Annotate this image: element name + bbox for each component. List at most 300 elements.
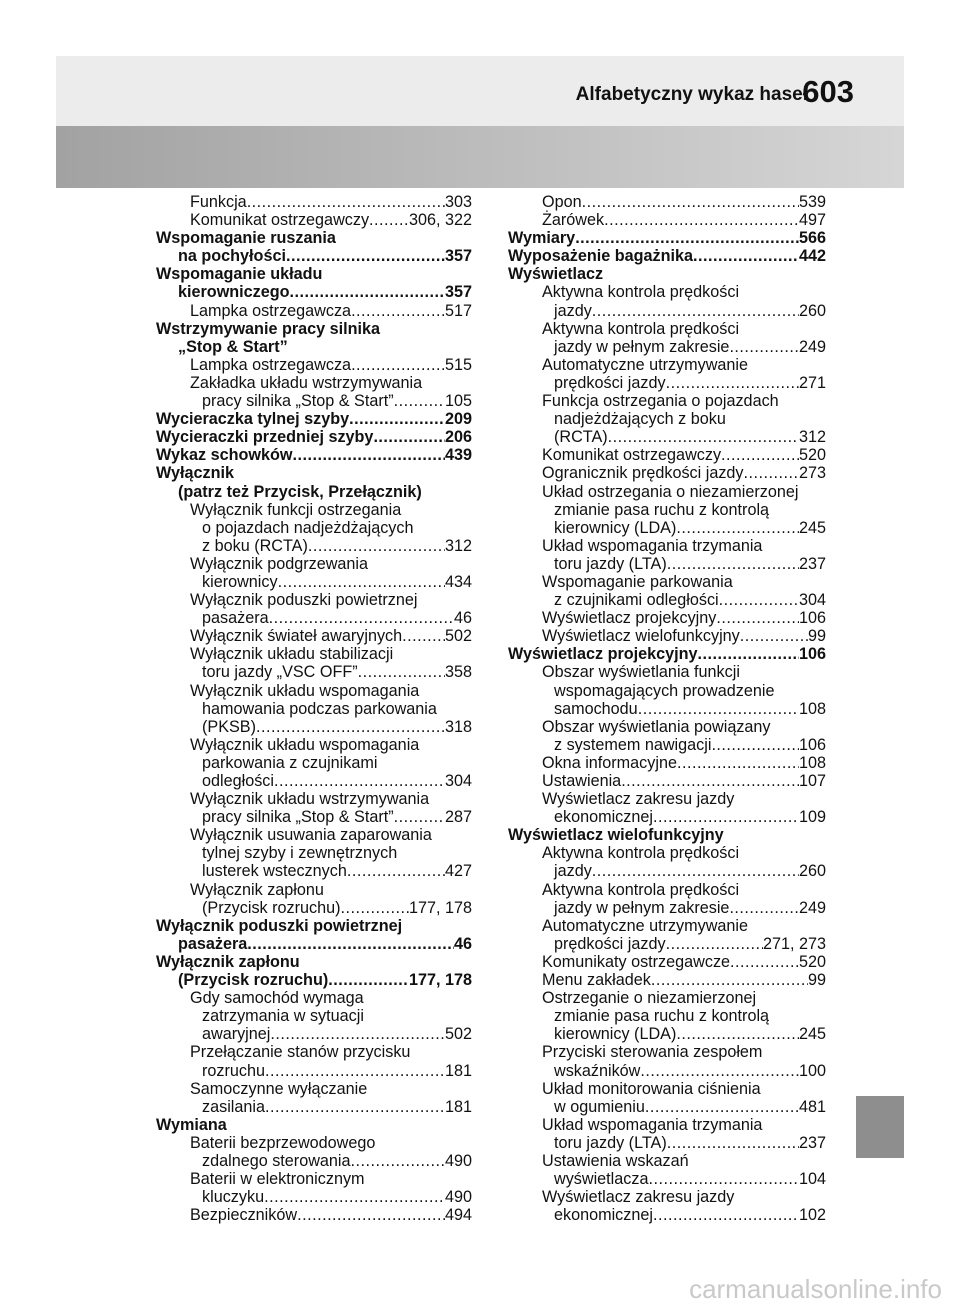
index-term: (Przycisk rozruchu) (202, 898, 341, 917)
index-entry (508, 374, 826, 392)
index-term: Układ monitorowania ciśnienia (542, 1079, 761, 1098)
dot-leader (721, 446, 799, 464)
dot-leader (667, 1134, 799, 1152)
dot-leader (358, 663, 445, 681)
index-term: Wyłącznik funkcji ostrzegania (190, 500, 402, 519)
page-reference: 566 (798, 229, 826, 248)
index-entry (508, 211, 826, 229)
index-entry (156, 1134, 472, 1152)
dot-leader (292, 446, 445, 464)
index-entry (156, 265, 472, 283)
index-entry (156, 736, 472, 754)
page-reference: 303 (444, 193, 472, 211)
page-reference: 520 (798, 446, 826, 465)
page-reference: 502 (444, 627, 472, 646)
index-entry (508, 772, 826, 790)
index-term: Wyłącznik układu wspomagania (190, 735, 420, 754)
index-entry (508, 989, 826, 1007)
page-reference: 287 (444, 808, 472, 827)
index-term: Wyłącznik (156, 464, 234, 483)
index-entry (508, 1025, 826, 1043)
index-term: Ustawienia (542, 772, 622, 790)
page-reference: 99 (807, 627, 826, 646)
index-term: wspomagających prowadzenie (554, 681, 775, 700)
index-entry (156, 663, 472, 681)
dot-leader (651, 971, 808, 989)
index-term: Wymiana (156, 1115, 227, 1134)
index-term: Funkcja (190, 193, 247, 211)
index-term: kierownicy (LDA) (554, 518, 677, 537)
dot-leader (402, 627, 445, 645)
index-term: Układ wspomagania trzymania (542, 536, 763, 555)
page-reference: 177, 178 (408, 898, 472, 917)
index-term: jazdy w pełnym zakresie (554, 337, 730, 356)
index-entry (508, 1170, 826, 1188)
dot-leader (666, 935, 763, 953)
index-term: Aktywna kontrola prędkości (542, 880, 740, 899)
index-entry (156, 917, 472, 935)
index-entry (156, 718, 472, 736)
index-term: lusterek wstecznych (202, 862, 347, 881)
index-term: Wyświetlacz wielofunkcyjny (508, 826, 724, 845)
index-term: Bezpieczników (190, 1206, 298, 1225)
index-entry (508, 736, 826, 754)
index-entry (156, 591, 472, 609)
page-reference: 249 (798, 337, 826, 356)
index-entry (508, 808, 826, 826)
dot-leader (349, 410, 445, 428)
index-entry (156, 899, 472, 917)
index-term: Wyposażenie bagażnika (508, 247, 694, 266)
index-term: Przełączanie stanów przycisku (190, 1043, 411, 1062)
index-term: wyświetlacza (554, 1170, 649, 1189)
index-entry (156, 627, 472, 645)
index-term: rozruchu (202, 1061, 265, 1080)
index-term: jazdy (554, 301, 592, 320)
page-reference: 304 (798, 591, 826, 610)
page-reference: 108 (798, 699, 826, 718)
index-entry (508, 718, 826, 736)
index-entry (508, 844, 826, 862)
index-entry (156, 826, 472, 844)
index-entry (156, 1007, 472, 1025)
index-term: Lampka ostrzegawcza (190, 355, 352, 374)
index-term: (Przycisk rozruchu) (178, 971, 329, 990)
page-reference: 442 (798, 247, 826, 266)
index-entry (508, 410, 826, 428)
index-term: Wstrzymywanie pracy silnika (156, 319, 381, 338)
index-entry (508, 1007, 826, 1025)
dot-leader (729, 338, 799, 356)
index-entry (156, 555, 472, 573)
index-term: kierownicy (202, 572, 278, 591)
index-entry (508, 229, 826, 247)
index-term: Wyświetlacz projekcyjny (508, 645, 698, 664)
dot-leader (740, 627, 808, 645)
index-entry (156, 971, 472, 989)
index-entry (508, 428, 826, 446)
dot-leader (711, 736, 799, 754)
index-term: toru jazdy (LTA) (554, 1133, 667, 1152)
index-term: tylnej szyby i zewnętrznych (202, 844, 398, 863)
page-reference: 100 (798, 1061, 826, 1080)
index-entry (508, 1116, 826, 1134)
index-term: nadjeżdżających z boku (554, 410, 726, 429)
index-term: pracy silnika „Stop & Start” (202, 392, 394, 411)
index-entry (156, 1188, 472, 1206)
index-entry (508, 609, 826, 627)
page-reference: 46 (453, 934, 472, 953)
dot-leader (341, 899, 409, 917)
page-reference: 46 (453, 609, 472, 628)
header-band (56, 126, 904, 188)
index-term: Wyłącznik zapłonu (190, 880, 324, 899)
index-entry (508, 392, 826, 410)
index-term: z systemem nawigacji (554, 735, 712, 754)
page-reference: 181 (444, 1061, 472, 1080)
page-reference: 434 (444, 572, 472, 591)
page-reference: 245 (798, 1025, 826, 1044)
index-entry (508, 591, 826, 609)
page-reference: 177, 178 (408, 971, 472, 990)
index-term: Wyłącznik świateł awaryjnych (190, 627, 403, 646)
index-entry (508, 193, 826, 211)
index-entry (156, 537, 472, 555)
index-term: ekonomicznej (554, 808, 653, 827)
index-term: (PKSB) (202, 717, 256, 736)
index-entry (508, 501, 826, 519)
index-entry (156, 790, 472, 808)
dot-leader (653, 1206, 799, 1224)
index-entry (508, 1098, 826, 1116)
index-term: pasażera (178, 934, 248, 953)
dot-leader (369, 211, 409, 229)
index-term: Ostrzeganie o niezamierzonej (542, 989, 757, 1008)
index-term: Wyłącznik układu wspomagania (190, 681, 420, 700)
index-term: Wyłącznik układu stabilizacji (190, 645, 394, 664)
index-entry (156, 356, 472, 374)
dot-leader (286, 247, 445, 265)
index-term: Żarówek (542, 211, 605, 230)
page-reference: 490 (444, 1151, 472, 1170)
index-term: Układ ostrzegania o niezamierzonej (542, 482, 799, 501)
index-entry (156, 1116, 472, 1134)
index-term: prędkości jazdy (554, 373, 666, 392)
index-entry (508, 446, 826, 464)
index-term: zmianie pasa ruchu z kontrolą (554, 1007, 770, 1026)
index-entry (156, 410, 472, 428)
index-term: toru jazdy (LTA) (554, 554, 667, 573)
dot-leader (328, 971, 409, 989)
index-entry (508, 1134, 826, 1152)
page-reference: 306, 322 (408, 211, 472, 230)
dot-leader (575, 229, 799, 247)
index-entry (508, 790, 826, 808)
index-entry (508, 519, 826, 537)
index-term: Wyłącznik poduszki powietrznej (156, 916, 403, 935)
index-column-left (156, 193, 472, 1224)
page-reference: 106 (798, 609, 826, 628)
index-entry (508, 754, 826, 772)
index-term: w ogumieniu (554, 1097, 645, 1116)
index-entry (156, 1043, 472, 1061)
index-term: awaryjnej (202, 1025, 271, 1044)
dot-leader (716, 609, 799, 627)
index-entry (156, 338, 472, 356)
page-reference: 271 (798, 373, 826, 392)
index-term: kierownicy (LDA) (554, 1025, 677, 1044)
index-entry (156, 609, 472, 627)
dot-leader (351, 1152, 445, 1170)
dot-leader (608, 428, 799, 446)
dot-leader (264, 1188, 445, 1206)
page-reference: 106 (798, 645, 826, 664)
index-term: Obszar wyświetlania powiązany (542, 717, 771, 736)
dot-leader (270, 1025, 445, 1043)
index-term: kluczyku (202, 1188, 265, 1207)
index-entry (156, 682, 472, 700)
index-entry (156, 645, 472, 663)
index-entry (156, 844, 472, 862)
page-reference: 99 (807, 971, 826, 990)
index-term: na pochyłości (178, 247, 286, 266)
dot-leader (265, 1062, 445, 1080)
index-entry (508, 356, 826, 374)
page-reference: 237 (798, 1133, 826, 1152)
index-term: Ustawienia wskazań (542, 1151, 689, 1170)
page-reference: 427 (444, 862, 472, 881)
dot-leader (373, 428, 445, 446)
index-term: Komunikat ostrzegawczy (190, 211, 370, 230)
index-entry (156, 501, 472, 519)
index-entry (156, 1170, 472, 1188)
index-term: o pojazdach nadjeżdżających (202, 518, 414, 537)
index-term: Wyświetlacz zakresu jazdy (542, 1188, 735, 1207)
page-reference: 237 (798, 554, 826, 573)
page-reference: 539 (798, 193, 826, 211)
index-term: zdalnego sterowania (202, 1151, 351, 1170)
index-entry (508, 682, 826, 700)
index-term: Lampka ostrzegawcza (190, 301, 352, 320)
section-title: Alfabetyczny wykaz haseł (575, 84, 808, 105)
dot-leader (640, 1062, 799, 1080)
index-entry (156, 862, 472, 880)
dot-leader (592, 302, 799, 320)
index-entry (156, 302, 472, 320)
index-entry (508, 899, 826, 917)
index-term: Ogranicznik prędkości jazdy (542, 464, 744, 483)
index-entry (156, 1152, 472, 1170)
index-entry (156, 247, 472, 265)
page-reference: 271, 273 (762, 934, 826, 953)
index-term: z boku (RCTA) (202, 536, 308, 555)
dot-leader (744, 464, 799, 482)
index-entry (156, 446, 472, 464)
index-term: Wycieraczki przedniej szyby (156, 428, 374, 447)
index-term: Wspomaganie układu (156, 265, 323, 284)
page-reference: 249 (798, 898, 826, 917)
index-entry (156, 989, 472, 1007)
dot-leader (645, 1098, 799, 1116)
index-entry (508, 1062, 826, 1080)
index-entry (156, 1062, 472, 1080)
index-entry (156, 1025, 472, 1043)
dot-leader (667, 555, 799, 573)
index-term: parkowania z czujnikami (202, 753, 378, 772)
dot-leader (351, 302, 445, 320)
index-entry (156, 935, 472, 953)
index-term: Wyłącznik usuwania zaparowania (190, 826, 432, 845)
index-entry (156, 519, 472, 537)
index-term: toru jazdy „VSC OFF” (202, 663, 358, 682)
dot-leader (666, 374, 799, 392)
index-entry (508, 302, 826, 320)
index-term: Przyciski sterowania zespołem (542, 1043, 763, 1062)
index-entry (508, 537, 826, 555)
index-entry (156, 573, 472, 591)
index-entry (156, 483, 472, 501)
page-reference: 105 (444, 392, 472, 411)
index-term: samochodu (554, 699, 638, 718)
dot-leader (592, 862, 799, 880)
dot-leader (308, 537, 445, 555)
index-entry (156, 772, 472, 790)
index-entry (508, 555, 826, 573)
index-term: Opon (542, 193, 582, 211)
page-reference: 304 (444, 772, 472, 790)
index-term: Gdy samochód wymaga (190, 989, 364, 1008)
index-entry (508, 862, 826, 880)
index-entry (156, 754, 472, 772)
index-term: Wspomaganie parkowania (542, 572, 733, 591)
index-entry (508, 953, 826, 971)
index-entry (508, 338, 826, 356)
index-term: Wyświetlacz projekcyjny (542, 609, 717, 628)
index-term: Wykaz schowków (156, 446, 293, 465)
dot-leader (290, 283, 445, 301)
index-term: „Stop & Start” (178, 337, 288, 356)
index-entry (508, 700, 826, 718)
page-reference: 490 (444, 1188, 472, 1207)
index-term: Baterii w elektronicznym (190, 1170, 365, 1189)
page-reference: 312 (444, 536, 472, 555)
page-reference: 517 (444, 301, 472, 320)
page-reference: 358 (444, 663, 472, 682)
index-term: odległości (202, 772, 274, 790)
index-entry (156, 700, 472, 718)
page-reference: 357 (444, 247, 472, 266)
dot-leader (394, 392, 445, 410)
index-term: Układ wspomagania trzymania (542, 1115, 763, 1134)
dot-leader (247, 935, 454, 953)
index-entry (156, 808, 472, 826)
dot-leader (648, 1170, 799, 1188)
index-term: Zakładka układu wstrzymywania (190, 373, 423, 392)
page-reference: 273 (798, 464, 826, 483)
dot-leader (394, 808, 445, 826)
index-entry (156, 211, 472, 229)
page-reference: 481 (798, 1097, 826, 1116)
index-term: prędkości jazdy (554, 934, 666, 953)
index-entry (156, 392, 472, 410)
index-entry (508, 917, 826, 935)
index-entry (508, 1043, 826, 1061)
dot-leader (604, 211, 799, 229)
index-term: Wyłącznik podgrzewania (190, 554, 368, 573)
index-term: Komunikaty ostrzegawcze (542, 952, 731, 971)
page-reference: 520 (798, 952, 826, 971)
index-term: Aktywna kontrola prędkości (542, 844, 740, 863)
watermark: carmanualsonline.info (689, 1274, 942, 1304)
index-term: Aktywna kontrola prędkości (542, 319, 740, 338)
index-term: Wyświetlacz wielofunkcyjny (542, 627, 740, 646)
index-term: Wyświetlacz (508, 265, 604, 284)
dot-leader (582, 193, 799, 211)
index-term: Wyłącznik układu wstrzymywania (190, 790, 430, 809)
index-entry (156, 283, 472, 301)
dot-leader (676, 1025, 799, 1043)
dot-leader (730, 953, 799, 971)
page-reference: 104 (798, 1170, 826, 1189)
page-reference: 260 (798, 862, 826, 881)
section-tab (856, 1096, 904, 1158)
index-entry (508, 464, 826, 482)
dot-leader (265, 1098, 445, 1116)
dot-leader (269, 609, 454, 627)
page-number: 603 (802, 74, 854, 109)
index-term: Komunikat ostrzegawczy (542, 446, 722, 465)
index-entry (156, 881, 472, 899)
index-entry (508, 627, 826, 645)
index-term: Okna informacyjne (542, 753, 677, 772)
index-term: hamowania podczas parkowania (202, 699, 437, 718)
dot-leader (698, 645, 799, 663)
page-reference: 206 (444, 428, 472, 447)
index-term: zatrzymania w sytuacji (202, 1007, 364, 1026)
page-reference: 502 (444, 1025, 472, 1044)
index-entry (508, 483, 826, 501)
dot-leader (247, 193, 445, 211)
page-reference: 494 (444, 1206, 472, 1225)
index-entry (156, 464, 472, 482)
page-reference: 106 (798, 735, 826, 754)
index-term: ekonomicznej (554, 1206, 653, 1225)
index-term: Wspomaganie ruszania (156, 229, 336, 248)
index-entry (156, 1080, 472, 1098)
dot-leader (297, 1206, 445, 1224)
index-term: zmianie pasa ruchu z kontrolą (554, 500, 770, 519)
page-reference: 102 (798, 1206, 826, 1225)
index-term: (RCTA) (554, 428, 608, 447)
dot-leader (653, 808, 799, 826)
index-term: kierowniczego (178, 283, 290, 302)
dot-leader (677, 754, 799, 772)
index-entry (508, 1188, 826, 1206)
index-term: pracy silnika „Stop & Start” (202, 808, 394, 827)
index-entry (156, 1206, 472, 1224)
index-term: Baterii bezprzewodowego (190, 1133, 376, 1152)
page-reference: 107 (798, 772, 826, 790)
index-entry (508, 935, 826, 953)
dot-leader (621, 772, 799, 790)
index-term: Automatyczne utrzymywanie (542, 916, 749, 935)
index-term: Wyłącznik zapłonu (156, 952, 300, 971)
dot-leader (719, 591, 799, 609)
dot-leader (638, 700, 799, 718)
index-entry (508, 320, 826, 338)
index-entry (508, 283, 826, 301)
index-entry (156, 193, 472, 211)
